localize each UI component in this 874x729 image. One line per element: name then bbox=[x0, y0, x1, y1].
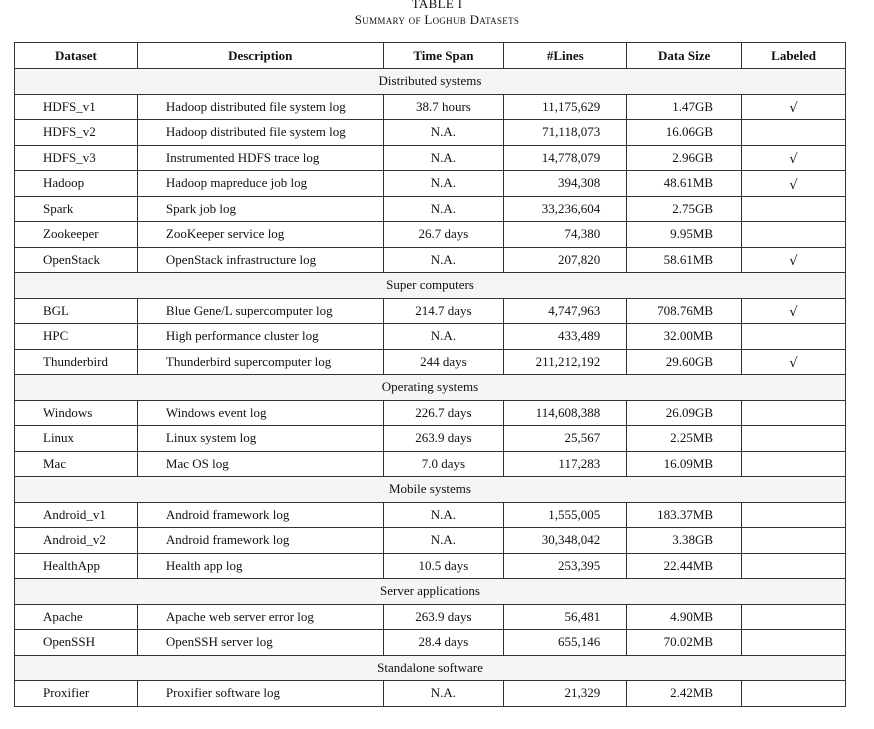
time-span-cell: 38.7 hours bbox=[383, 94, 504, 120]
checkmark-icon: √ bbox=[789, 177, 798, 193]
labeled-cell bbox=[742, 426, 846, 452]
labeled-cell bbox=[742, 94, 846, 120]
column-header-dataset: Dataset bbox=[15, 43, 138, 69]
lines-cell: 30,348,042 bbox=[504, 528, 627, 554]
data-size-cell: 48.61MB bbox=[627, 171, 742, 197]
data-size-cell: 22.44MB bbox=[627, 553, 742, 579]
lines-cell: 21,329 bbox=[504, 681, 627, 707]
labeled-cell bbox=[742, 630, 846, 656]
dataset-cell: HDFS_v2 bbox=[15, 120, 138, 146]
description-cell: Health app log bbox=[137, 553, 383, 579]
table-row bbox=[15, 681, 846, 707]
time-span-cell: 244 days bbox=[383, 349, 504, 375]
time-span-cell: 7.0 days bbox=[383, 451, 504, 477]
lines-cell: 56,481 bbox=[504, 604, 627, 630]
description-cell: Mac OS log bbox=[137, 451, 383, 477]
group-row bbox=[15, 477, 846, 503]
table-body bbox=[15, 69, 846, 707]
table-row bbox=[15, 196, 846, 222]
checkmark-icon: √ bbox=[789, 101, 798, 117]
labeled-cell bbox=[742, 196, 846, 222]
dataset-cell: HDFS_v3 bbox=[15, 145, 138, 171]
dataset-cell: Apache bbox=[15, 604, 138, 630]
time-span-cell: 214.7 days bbox=[383, 298, 504, 324]
labeled-cell bbox=[742, 171, 846, 197]
time-span-cell: 26.7 days bbox=[383, 222, 504, 248]
group-label: Distributed systems bbox=[15, 69, 846, 95]
table-row bbox=[15, 298, 846, 324]
labeled-cell bbox=[742, 451, 846, 477]
table-row bbox=[15, 247, 846, 273]
data-size-cell: 2.25MB bbox=[627, 426, 742, 452]
time-span-cell: N.A. bbox=[383, 247, 504, 273]
data-size-cell: 708.76MB bbox=[627, 298, 742, 324]
column-header-description: Description bbox=[137, 43, 383, 69]
group-label: Server applications bbox=[15, 579, 846, 605]
data-size-cell: 26.09GB bbox=[627, 400, 742, 426]
data-size-cell: 58.61MB bbox=[627, 247, 742, 273]
group-row bbox=[15, 579, 846, 605]
dataset-cell: OpenStack bbox=[15, 247, 138, 273]
lines-cell: 71,118,073 bbox=[504, 120, 627, 146]
header-row bbox=[15, 43, 846, 69]
labeled-cell bbox=[742, 247, 846, 273]
description-cell: Android framework log bbox=[137, 502, 383, 528]
dataset-cell: Windows bbox=[15, 400, 138, 426]
data-size-cell: 32.00MB bbox=[627, 324, 742, 350]
lines-cell: 207,820 bbox=[504, 247, 627, 273]
description-cell: Blue Gene/L supercomputer log bbox=[137, 298, 383, 324]
dataset-cell: HealthApp bbox=[15, 553, 138, 579]
column-header-time-span: Time Span bbox=[383, 43, 504, 69]
dataset-cell: Zookeeper bbox=[15, 222, 138, 248]
lines-cell: 1,555,005 bbox=[504, 502, 627, 528]
table-row bbox=[15, 120, 846, 146]
time-span-cell: 226.7 days bbox=[383, 400, 504, 426]
labeled-cell bbox=[742, 145, 846, 171]
checkmark-icon: √ bbox=[789, 254, 798, 270]
labeled-cell bbox=[742, 681, 846, 707]
description-cell: OpenSSH server log bbox=[137, 630, 383, 656]
time-span-cell: N.A. bbox=[383, 196, 504, 222]
labeled-cell bbox=[742, 502, 846, 528]
description-cell: Instrumented HDFS trace log bbox=[137, 145, 383, 171]
time-span-cell: N.A. bbox=[383, 502, 504, 528]
description-cell: Thunderbird supercomputer log bbox=[137, 349, 383, 375]
checkmark-icon: √ bbox=[789, 152, 798, 168]
table-row bbox=[15, 349, 846, 375]
lines-cell: 14,778,079 bbox=[504, 145, 627, 171]
description-cell: Spark job log bbox=[137, 196, 383, 222]
data-size-cell: 70.02MB bbox=[627, 630, 742, 656]
time-span-cell: 10.5 days bbox=[383, 553, 504, 579]
data-size-cell: 2.96GB bbox=[627, 145, 742, 171]
lines-cell: 4,747,963 bbox=[504, 298, 627, 324]
description-cell: Hadoop distributed file system log bbox=[137, 94, 383, 120]
time-span-cell: N.A. bbox=[383, 324, 504, 350]
dataset-cell: OpenSSH bbox=[15, 630, 138, 656]
table-label: TABLE I bbox=[411, 0, 463, 11]
lines-cell: 433,489 bbox=[504, 324, 627, 350]
labeled-cell bbox=[742, 528, 846, 554]
description-cell: Apache web server error log bbox=[137, 604, 383, 630]
group-label: Mobile systems bbox=[15, 477, 846, 503]
data-size-cell: 1.47GB bbox=[627, 94, 742, 120]
table-row bbox=[15, 553, 846, 579]
time-span-cell: N.A. bbox=[383, 528, 504, 554]
group-label: Standalone software bbox=[15, 655, 846, 681]
table-row bbox=[15, 145, 846, 171]
group-row bbox=[15, 375, 846, 401]
labeled-cell bbox=[742, 120, 846, 146]
table-row bbox=[15, 324, 846, 350]
lines-cell: 114,608,388 bbox=[504, 400, 627, 426]
lines-cell: 33,236,604 bbox=[504, 196, 627, 222]
lines-cell: 253,395 bbox=[504, 553, 627, 579]
data-size-cell: 2.75GB bbox=[627, 196, 742, 222]
description-cell: ZooKeeper service log bbox=[137, 222, 383, 248]
labeled-cell bbox=[742, 349, 846, 375]
data-size-cell: 16.06GB bbox=[627, 120, 742, 146]
description-cell: Hadoop mapreduce job log bbox=[137, 171, 383, 197]
lines-cell: 394,308 bbox=[504, 171, 627, 197]
labeled-cell bbox=[742, 604, 846, 630]
data-size-cell: 3.38GB bbox=[627, 528, 742, 554]
table-row bbox=[15, 171, 846, 197]
table-row bbox=[15, 630, 846, 656]
group-row bbox=[15, 655, 846, 681]
data-size-cell: 2.42MB bbox=[627, 681, 742, 707]
lines-cell: 74,380 bbox=[504, 222, 627, 248]
description-cell: OpenStack infrastructure log bbox=[137, 247, 383, 273]
group-label: Super computers bbox=[15, 273, 846, 299]
table-row bbox=[15, 502, 846, 528]
description-cell: Linux system log bbox=[137, 426, 383, 452]
time-span-cell: N.A. bbox=[383, 681, 504, 707]
time-span-cell: N.A. bbox=[383, 145, 504, 171]
checkmark-icon: √ bbox=[789, 305, 798, 321]
group-row bbox=[15, 273, 846, 299]
column-header-labeled: Labeled bbox=[742, 43, 846, 69]
time-span-cell: 263.9 days bbox=[383, 604, 504, 630]
data-size-cell: 4.90MB bbox=[627, 604, 742, 630]
time-span-cell: 28.4 days bbox=[383, 630, 504, 656]
dataset-cell: Mac bbox=[15, 451, 138, 477]
table-row bbox=[15, 222, 846, 248]
data-size-cell: 183.37MB bbox=[627, 502, 742, 528]
column-header-lines: #Lines bbox=[504, 43, 627, 69]
table-row bbox=[15, 400, 846, 426]
time-span-cell: N.A. bbox=[383, 171, 504, 197]
loghub-datasets-table bbox=[14, 42, 846, 707]
lines-cell: 11,175,629 bbox=[504, 94, 627, 120]
dataset-cell: Proxifier bbox=[15, 681, 138, 707]
labeled-cell bbox=[742, 324, 846, 350]
data-size-cell: 29.60GB bbox=[627, 349, 742, 375]
group-row bbox=[15, 69, 846, 95]
dataset-cell: Linux bbox=[15, 426, 138, 452]
table-title: Summary of Loghub Datasets bbox=[354, 12, 520, 27]
labeled-cell bbox=[742, 400, 846, 426]
column-header-data-size: Data Size bbox=[627, 43, 742, 69]
table-row bbox=[15, 94, 846, 120]
description-cell: Proxifier software log bbox=[137, 681, 383, 707]
time-span-cell: N.A. bbox=[383, 120, 504, 146]
table-row bbox=[15, 451, 846, 477]
labeled-cell bbox=[742, 553, 846, 579]
group-label: Operating systems bbox=[15, 375, 846, 401]
checkmark-icon: √ bbox=[789, 356, 798, 372]
dataset-cell: Spark bbox=[15, 196, 138, 222]
lines-cell: 117,283 bbox=[504, 451, 627, 477]
data-size-cell: 16.09MB bbox=[627, 451, 742, 477]
description-cell: Hadoop distributed file system log bbox=[137, 120, 383, 146]
time-span-cell: 263.9 days bbox=[383, 426, 504, 452]
dataset-cell: Thunderbird bbox=[15, 349, 138, 375]
description-cell: Android framework log bbox=[137, 528, 383, 554]
table-row bbox=[15, 528, 846, 554]
data-size-cell: 9.95MB bbox=[627, 222, 742, 248]
dataset-cell: BGL bbox=[15, 298, 138, 324]
labeled-cell bbox=[742, 222, 846, 248]
dataset-cell: Android_v1 bbox=[15, 502, 138, 528]
lines-cell: 655,146 bbox=[504, 630, 627, 656]
lines-cell: 211,212,192 bbox=[504, 349, 627, 375]
dataset-cell: HPC bbox=[15, 324, 138, 350]
dataset-cell: Hadoop bbox=[15, 171, 138, 197]
description-cell: High performance cluster log bbox=[137, 324, 383, 350]
table-row bbox=[15, 426, 846, 452]
dataset-cell: HDFS_v1 bbox=[15, 94, 138, 120]
dataset-cell: Android_v2 bbox=[15, 528, 138, 554]
table-row bbox=[15, 604, 846, 630]
description-cell: Windows event log bbox=[137, 400, 383, 426]
labeled-cell bbox=[742, 298, 846, 324]
lines-cell: 25,567 bbox=[504, 426, 627, 452]
